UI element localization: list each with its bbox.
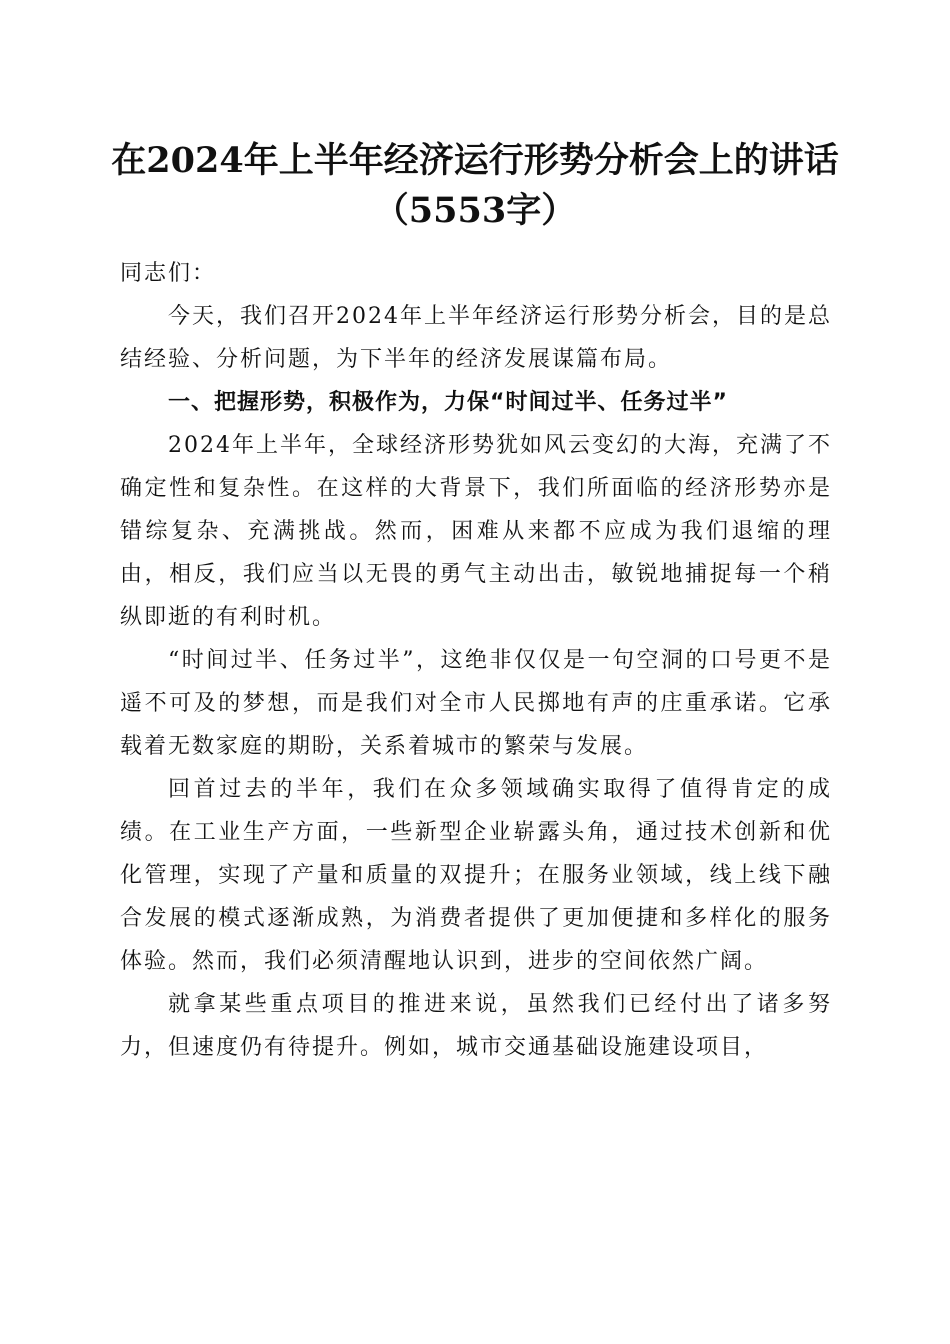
salutation: 同志们：: [120, 261, 217, 286]
document-title: 在2024年上半年经济运行形势分析会上的讲话（5553字）: [111, 140, 839, 231]
paragraph-intro: 今天，我们召开2024年上半年经济运行形势分析会，目的是总结经验、分析问题，为下半年的经济发展谋篇布局。: [120, 304, 832, 372]
section-heading-1: 一、把握形势，积极作为，力保“时间过半、任务过半”: [168, 390, 728, 415]
paragraph-commitment: “时间过半、任务过半”，这绝非仅仅是一句空洞的口号更不是遥不可及的梦想，而是我们对全市人民掷地有声的庄重承诺。它承载着无数家庭的期盼，关系着城市的繁荣与发展。: [120, 648, 832, 759]
paragraph-situation: 2024年上半年，全球经济形势犹如风云变幻的大海，充满了不确定性和复杂性。在这样的大背景下，我们所面临的经济形势亦是错综复杂、充满挑战。然而，困难从来都不应成为我们退缩的理由，相反，我们应当以无畏的勇气主动出击，敏锐地捕捉每一个稍纵即逝的有利时机。: [120, 433, 832, 630]
document-body: [120, 252, 832, 1069]
paragraph-review: 回首过去的半年，我们在众多领域确实取得了值得肯定的成绩。在工业生产方面，一些新型企业崭露头角，通过技术创新和优化管理，实现了产量和质量的双提升；在服务业领域，线上线下融合发展的模式逐渐成熟，为消费者提供了更加便捷和多样化的服务体验。然而，我们必须清醒地认识到，进步的空间依然广阔。: [120, 777, 832, 974]
paragraph-projects: 就拿某些重点项目的推进来说，虽然我们已经付出了诸多努力，但速度仍有待提升。例如，城市交通基础设施建设项目，: [120, 992, 832, 1060]
